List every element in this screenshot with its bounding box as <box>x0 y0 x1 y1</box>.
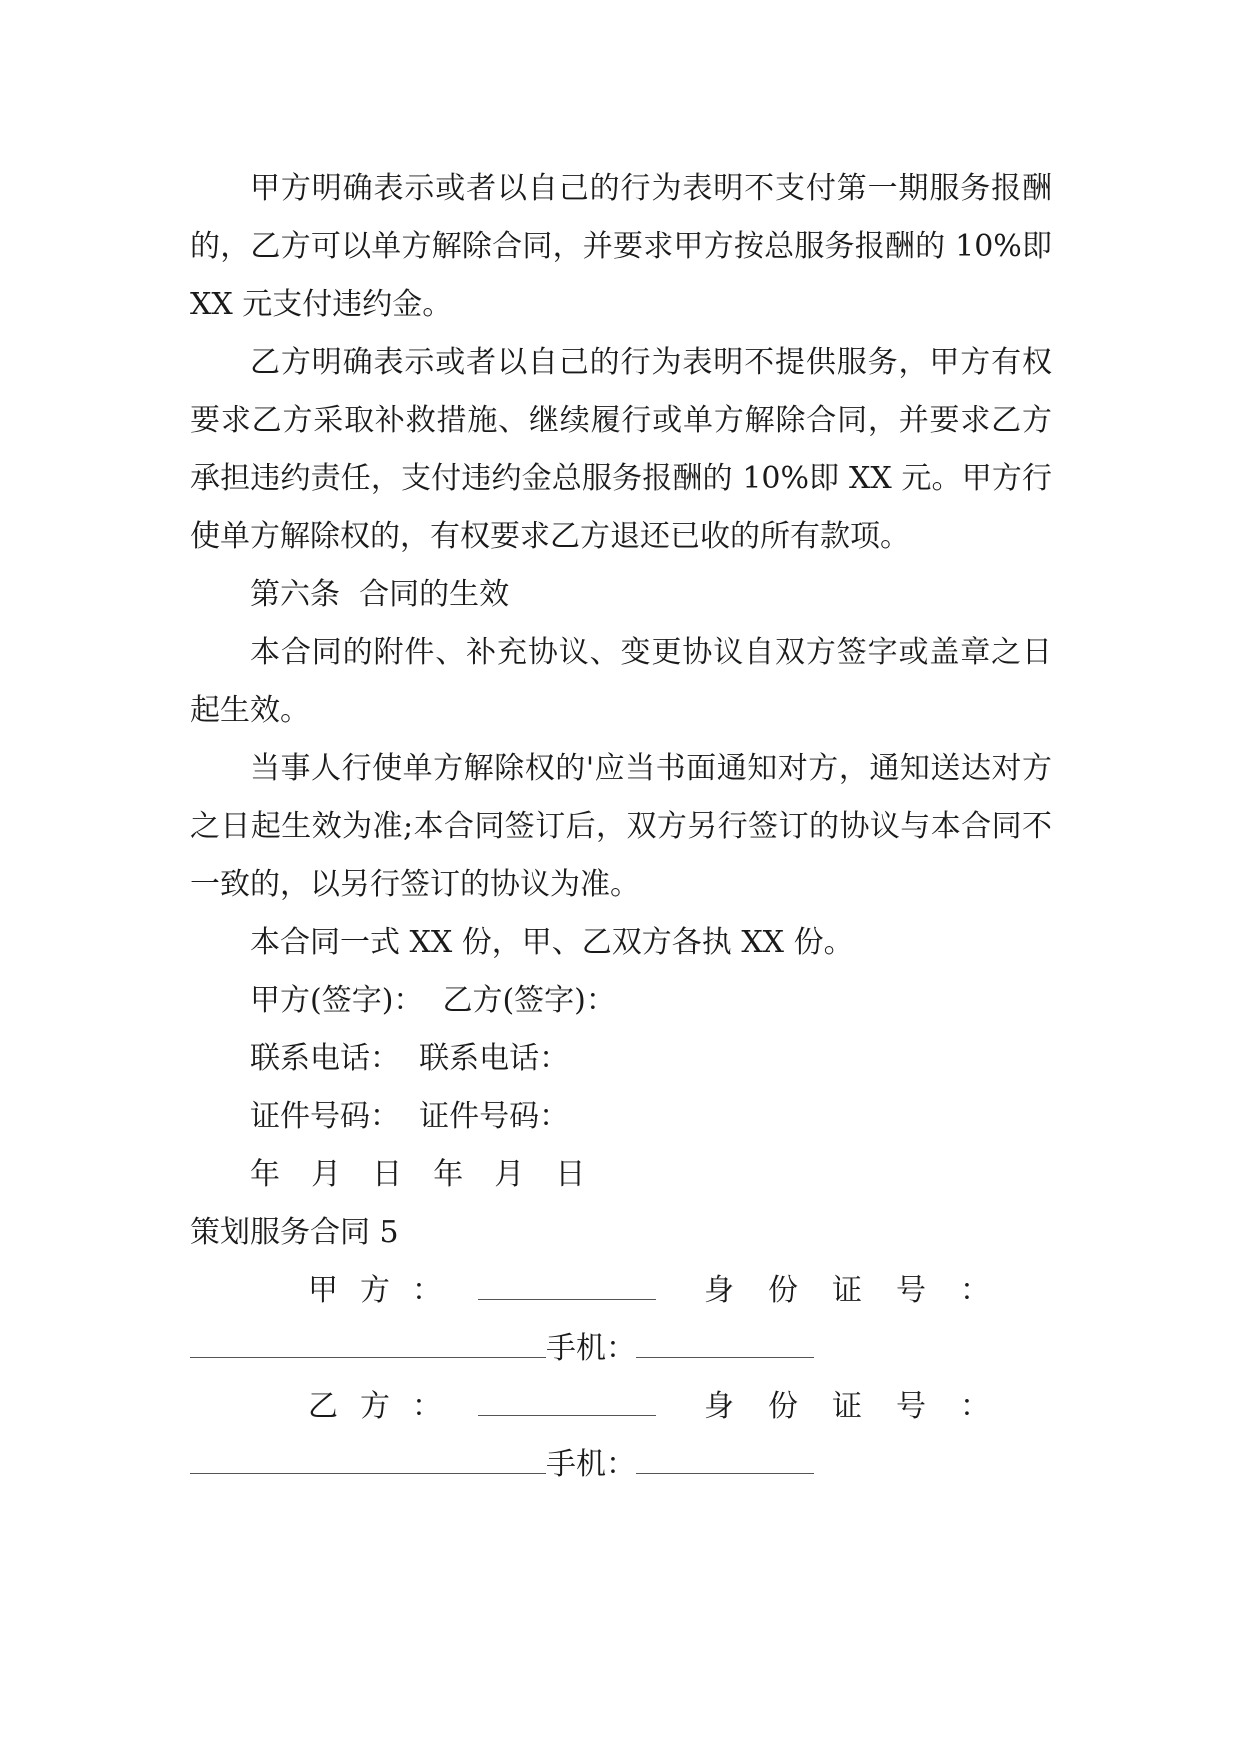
party-b-id-label: 身份证号： <box>704 1389 1024 1424</box>
phone-line: 联系电话： 联系电话： <box>250 1041 570 1076</box>
party-a-phone-row <box>190 1320 1052 1378</box>
paragraph-copies: 本合同一式 XX 份，甲、乙双方各执 XX 份。 <box>250 925 854 960</box>
party-b-phone-blank <box>636 1441 814 1474</box>
party-a-name-blank <box>478 1267 656 1300</box>
document-body <box>190 160 1052 1494</box>
section-title: 策划服务合同 5 <box>190 1215 399 1250</box>
article-six-heading: 第六条 合同的生效 <box>250 577 510 612</box>
party-a-id-label: 身份证号： <box>704 1273 1024 1308</box>
party-a-phone-blank <box>636 1325 814 1358</box>
paragraph-breach-party-a: 甲方明确表示或者以自己的行为表明不支付第一期服务报酬的，乙方可以单方解除合同，并要求甲方按总服务报酬的 10%即 XX 元支付违约金。 <box>190 171 1052 322</box>
party-a-label: 甲方： <box>308 1273 464 1308</box>
party-a-phone-label: 手机： <box>546 1331 636 1366</box>
party-b-phone-label: 手机： <box>546 1447 636 1482</box>
id-number-line: 证件号码： 证件号码： <box>250 1099 570 1134</box>
paragraph-attachments-effective: 本合同的附件、补充协议、变更协议自双方签字或盖章之日起生效。 <box>190 635 1052 728</box>
party-b-id-blank <box>190 1441 546 1474</box>
party-b-name-blank <box>478 1383 656 1416</box>
paragraph-termination-notice: 当事人行使单方解除权的'应当书面通知对方，通知送达对方之日起生效为准;本合同签订后，双方另行签订的协议与本合同不一致的，以另行签订的协议为准。 <box>190 751 1052 902</box>
paragraph-breach-party-b: 乙方明确表示或者以自己的行为表明不提供服务，甲方有权要求乙方采取补救措施、继续履行或单方解除合同，并要求乙方承担违约责任，支付违约金总服务报酬的 10%即 XX 元。甲方行使单方解除权的，有权要求乙方退还已收的所有款项。 <box>190 345 1052 554</box>
date-line: 年 月 日 年 月 日 <box>250 1157 586 1192</box>
party-b-row <box>190 1378 1052 1436</box>
signature-line: 甲方(签字)： 乙方(签字)： <box>250 983 616 1018</box>
party-b-phone-row <box>190 1436 1052 1494</box>
party-a-id-blank <box>190 1325 546 1358</box>
party-b-label: 乙方： <box>308 1389 464 1424</box>
party-a-row <box>190 1262 1052 1320</box>
